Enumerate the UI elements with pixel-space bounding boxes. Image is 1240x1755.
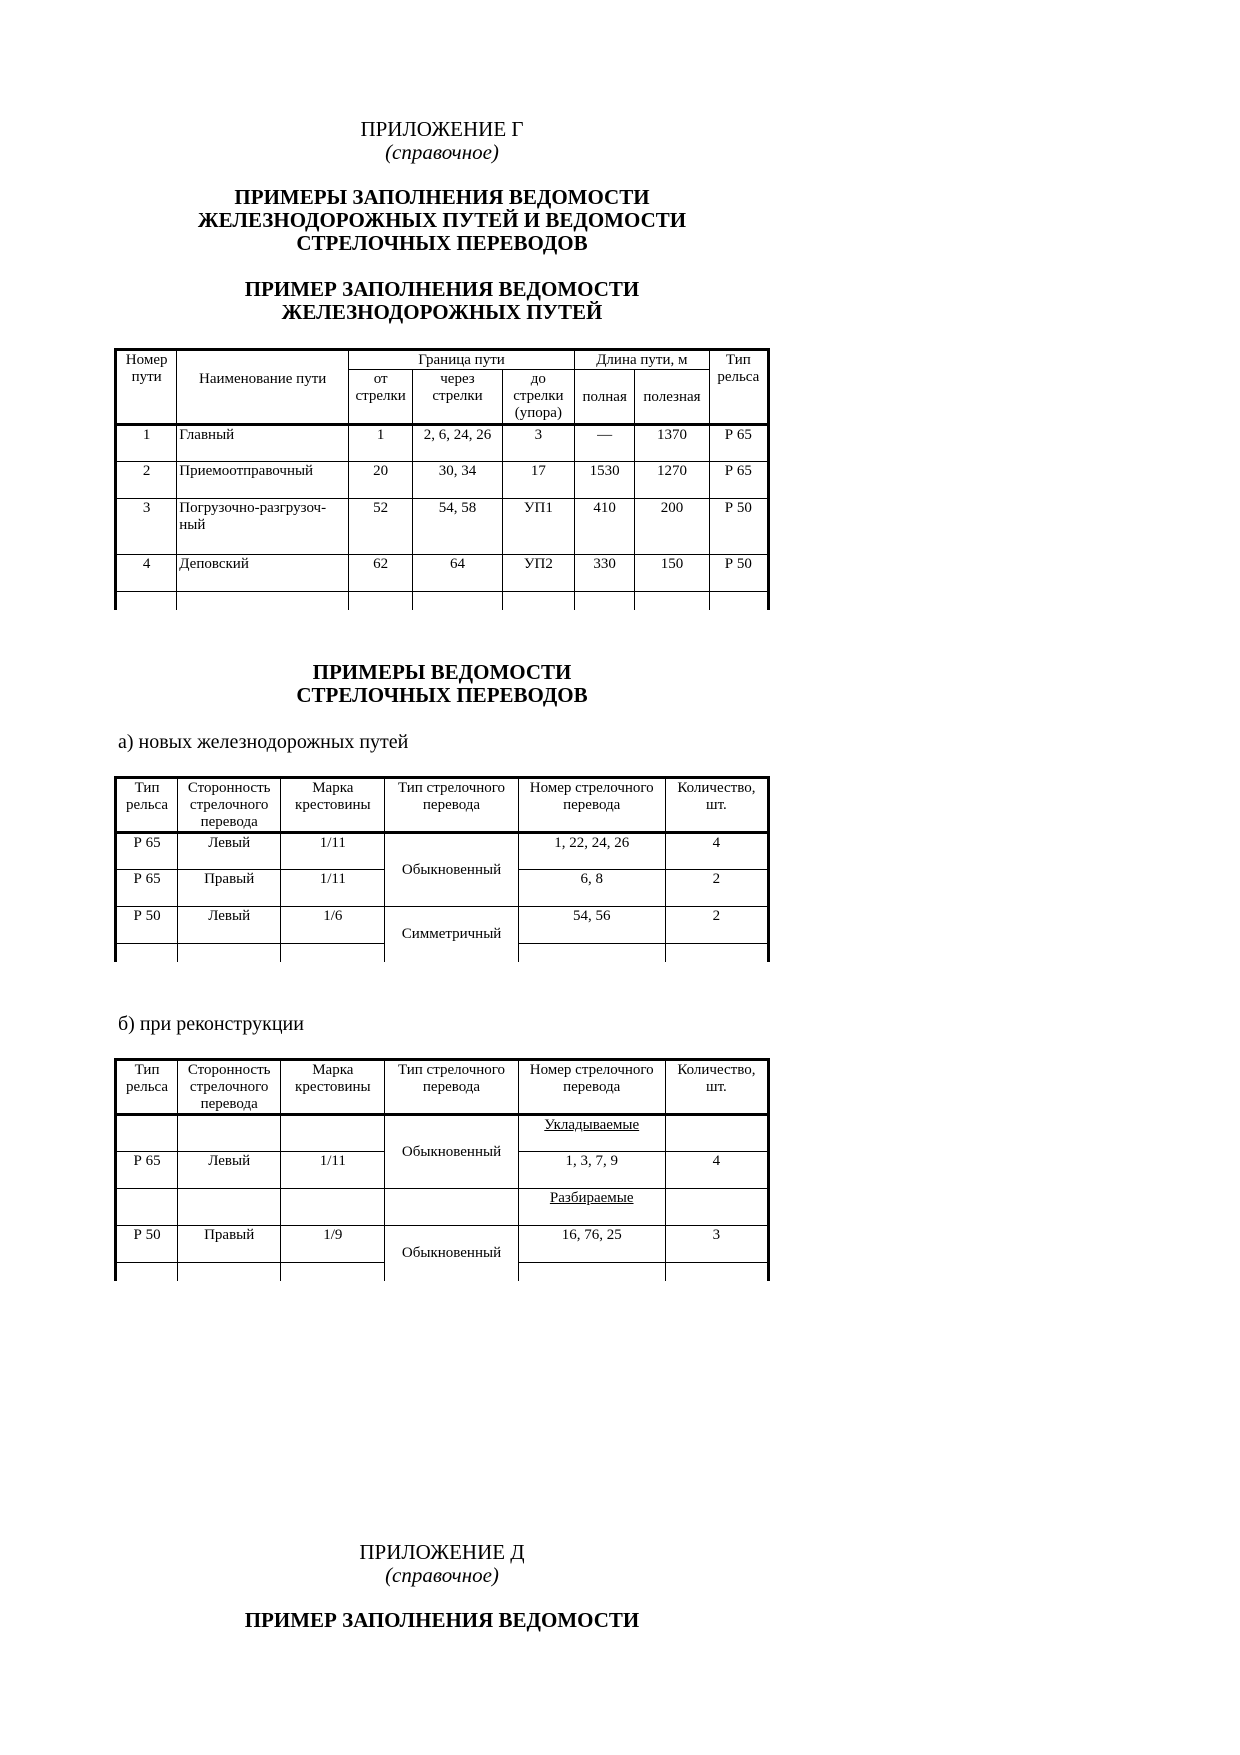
header-switch-number: Номер стрелочного перевода xyxy=(518,778,665,833)
cell: Левый xyxy=(178,833,281,870)
header-side: Сторонность стрелочного перевода xyxy=(178,778,281,833)
cell: 3 xyxy=(665,1226,768,1263)
heading-line: ЖЕЛЕЗНОДОРОЖНЫХ ПУТЕЙ И ВЕДОМОСТИ xyxy=(197,208,687,232)
header-to: до стрелки (упора) xyxy=(502,370,574,425)
cell: 20 xyxy=(349,462,413,499)
cell: 3 xyxy=(502,425,574,462)
switches-heading xyxy=(114,661,770,707)
appendix-d-heading xyxy=(114,1609,770,1632)
cell: Обыкновенный xyxy=(385,833,518,907)
header-useful: полезная xyxy=(635,370,709,425)
header-switch-number: Номер стрелочного перевода xyxy=(518,1060,665,1115)
cell: УП1 xyxy=(502,499,574,555)
appendix-g-subtitle: (справочное) xyxy=(385,140,499,164)
cell: 1 xyxy=(349,425,413,462)
cell: 17 xyxy=(502,462,574,499)
new-tracks-switches-table xyxy=(114,776,770,962)
cell: Р 65 xyxy=(116,870,178,907)
header-side: Сторонность стрелочного перевода xyxy=(178,1060,281,1115)
cell: УП2 xyxy=(502,555,574,592)
cell: 16, 76, 25 xyxy=(518,1226,665,1263)
cell: 54, 58 xyxy=(413,499,502,555)
header-count: Количество, шт. xyxy=(665,1060,768,1115)
cell: 1530 xyxy=(575,462,635,499)
cell: Р 65 xyxy=(709,462,768,499)
heading-line: ЖЕЛЕЗНОДОРОЖНЫХ ПУТЕЙ xyxy=(281,300,603,324)
new-tracks-label: а) новых железнодорожных путей xyxy=(118,731,409,753)
cell: 1, 22, 24, 26 xyxy=(518,833,665,870)
tracks-heading xyxy=(114,278,770,324)
cell: Левый xyxy=(178,907,281,944)
heading-line: ПРИМЕР ЗАПОЛНЕНИЯ ВЕДОМОСТИ xyxy=(244,277,640,301)
cell: 1 xyxy=(116,425,177,462)
cell: Деповский xyxy=(177,555,349,592)
cell: 2 xyxy=(116,462,177,499)
cell: 2 xyxy=(665,870,768,907)
cell: 30, 34 xyxy=(413,462,502,499)
table-row xyxy=(116,1226,769,1263)
header-mark: Марка крестовины xyxy=(281,778,385,833)
cell: 54, 56 xyxy=(518,907,665,944)
cell: 200 xyxy=(635,499,709,555)
tracks-table xyxy=(114,348,770,610)
cell: 1/6 xyxy=(281,907,385,944)
cell: 330 xyxy=(575,555,635,592)
cell: Главный xyxy=(177,425,349,462)
header-through: через стрелки xyxy=(413,370,502,425)
appendix-g-heading xyxy=(114,186,770,255)
table-row xyxy=(116,1189,769,1226)
cell: Левый xyxy=(178,1152,281,1189)
cell: 62 xyxy=(349,555,413,592)
cell: Укладываемые xyxy=(518,1115,665,1152)
header-from: от стрелки xyxy=(349,370,413,425)
table-row xyxy=(116,499,769,555)
heading-line: СТРЕЛОЧНЫХ ПЕРЕВОДОВ xyxy=(296,231,588,255)
appendix-d-header xyxy=(114,1541,770,1587)
cell: 1270 xyxy=(635,462,709,499)
header-border: Граница пути xyxy=(349,350,575,370)
table-row xyxy=(116,425,769,462)
appendix-g-header xyxy=(114,118,770,164)
cell: Симметричный xyxy=(385,907,518,962)
header-rail-type: Тип рельса xyxy=(709,350,768,425)
cell: 3 xyxy=(116,499,177,555)
cell: 6, 8 xyxy=(518,870,665,907)
header-rail-type: Тип рельса xyxy=(116,1060,178,1115)
cell: 4 xyxy=(116,555,177,592)
header-switch-type: Тип стрелочного перевода xyxy=(385,778,518,833)
header-rail-type: Тип рельса xyxy=(116,778,178,833)
appendix-g-title: ПРИЛОЖЕНИЕ Г xyxy=(360,117,524,141)
table-row xyxy=(116,462,769,499)
cell: 52 xyxy=(349,499,413,555)
cell: Приемоотправочный xyxy=(177,462,349,499)
cell: 64 xyxy=(413,555,502,592)
cell: Р 65 xyxy=(116,833,178,870)
cell: Правый xyxy=(178,1226,281,1263)
heading-line: СТРЕЛОЧНЫХ ПЕРЕВОДОВ xyxy=(296,683,588,707)
cell: 2 xyxy=(665,907,768,944)
appendix-d-subtitle: (справочное) xyxy=(385,1563,499,1587)
cell: 4 xyxy=(665,833,768,870)
cell: Р 50 xyxy=(116,907,178,944)
cell: Разбираемые xyxy=(518,1189,665,1226)
cell: Погрузочно-разгрузоч- ный xyxy=(177,499,349,555)
cell: 1/9 xyxy=(281,1226,385,1263)
cell: 1/11 xyxy=(281,870,385,907)
cell: Р 65 xyxy=(116,1152,178,1189)
table-row-empty xyxy=(116,592,769,610)
header-length: Длина пути, м xyxy=(575,350,710,370)
cell: Р 50 xyxy=(709,499,768,555)
table-row xyxy=(116,1115,769,1152)
cell: 150 xyxy=(635,555,709,592)
cell: 4 xyxy=(665,1152,768,1189)
cell: Обыкновенный xyxy=(385,1226,518,1281)
cell: 1370 xyxy=(635,425,709,462)
table-row xyxy=(116,907,769,944)
cell: Правый xyxy=(178,870,281,907)
cell: Р 50 xyxy=(116,1226,178,1263)
cell: 1/11 xyxy=(281,833,385,870)
appendix-d-title: ПРИЛОЖЕНИЕ Д xyxy=(359,1540,525,1564)
header-mark: Марка крестовины xyxy=(281,1060,385,1115)
cell: 1, 3, 7, 9 xyxy=(518,1152,665,1189)
reconstruction-label: б) при реконструкции xyxy=(118,1013,304,1035)
table-row xyxy=(116,555,769,592)
table-row xyxy=(116,833,769,870)
reconstruction-switches-table xyxy=(114,1058,770,1281)
header-track-number: Номер пути xyxy=(116,350,177,425)
header-full: полная xyxy=(575,370,635,425)
cell: — xyxy=(575,425,635,462)
header-switch-type: Тип стрелочного перевода xyxy=(385,1060,518,1115)
cell: Обыкновенный xyxy=(385,1115,518,1189)
heading-line: ПРИМЕР ЗАПОЛНЕНИЯ ВЕДОМОСТИ xyxy=(244,1608,640,1632)
header-track-name: Наименование пути xyxy=(177,350,349,425)
cell: 1/11 xyxy=(281,1152,385,1189)
cell: 2, 6, 24, 26 xyxy=(413,425,502,462)
cell: 410 xyxy=(575,499,635,555)
cell: Р 50 xyxy=(709,555,768,592)
header-count: Количество, шт. xyxy=(665,778,768,833)
cell: Р 65 xyxy=(709,425,768,462)
heading-line: ПРИМЕРЫ ЗАПОЛНЕНИЯ ВЕДОМОСТИ xyxy=(234,185,650,209)
heading-line: ПРИМЕРЫ ВЕДОМОСТИ xyxy=(312,660,572,684)
